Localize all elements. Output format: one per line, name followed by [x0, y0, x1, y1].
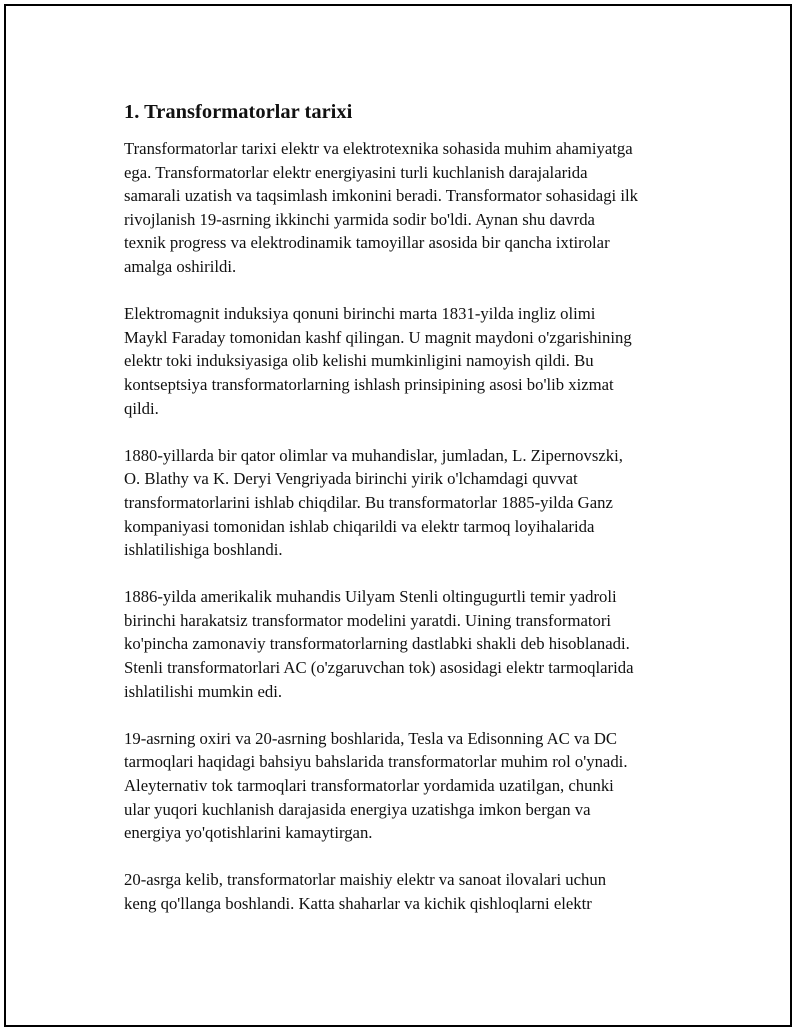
text-line: ishlatilishi mumkin edi. [124, 681, 283, 701]
text-line: qildi. [124, 398, 159, 418]
paragraph [124, 585, 704, 703]
text-line: ular yuqori kuchlanish darajasida energiya uzatishga imkon bergan va [124, 799, 591, 819]
text-line: 1880-yillarda bir qator olimlar va muhandislar, jumladan, L. Zipernovszki, [124, 445, 623, 465]
document-body [124, 99, 704, 939]
text-line: rivojlanish 19-asrning ikkinchi yarmida sodir bo'ldi. Aynan shu davrda [124, 209, 595, 229]
text-line: amalga oshirildi. [124, 256, 237, 276]
paragraph [124, 727, 704, 845]
text-line: 20-asrga kelib, transformatorlar maishiy elektr va sanoat ilovalari uchun [124, 870, 607, 890]
text-line: samarali uzatish va taqsimlash imkonini beradi. Transformator sohasidagi ilk [124, 186, 638, 206]
text-line: Stenli transformatorlari AC (o'zgaruvchan tok) asosidagi elektr tarmoqlarida [124, 658, 634, 678]
text-line: Aleyternativ tok tarmoqlari transformatorlar yordamida uzatilgan, chunki [124, 776, 614, 796]
text-line: Maykl Faraday tomonidan kashf qilingan. U magnit maydoni o'zgarishining [124, 327, 632, 347]
paragraph [124, 444, 704, 562]
paragraph [124, 137, 704, 279]
text-line: O. Blathy va K. Deryi Vengriyada birinchi yirik o'lchamdagi quvvat [124, 469, 578, 489]
text-line: Elektromagnit induksiya qonuni birinchi marta 1831-yilda ingliz olimi [124, 304, 596, 324]
text-line: kontseptsiya transformatorlarning ishlash prinsipining asosi bo'lib xizmat [124, 374, 614, 394]
text-line: tarmoqlari haqidagi bahsiyu bahslarida transformatorlar muhim rol o'ynadi. [124, 752, 628, 772]
text-line: keng qo'llanga boshlandi. Katta shaharlar va kichik qishloqlarni elektr [124, 894, 592, 913]
text-line: ega. Transformatorlar elektr energiyasini turli kuchlanish darajalarida [124, 162, 588, 182]
text-line: kompaniyasi tomonidan ishlab chiqarildi va elektr tarmoq loyihalarida [124, 516, 595, 536]
text-line: birinchi harakatsiz transformator modelini yaratdi. Uining transformatori [124, 610, 612, 630]
text-line: elektr toki induksiyasiga olib kelishi mumkinligini namoyish qildi. Bu [124, 351, 594, 371]
section-heading: 1. Transformatorlar tarixi [124, 101, 353, 123]
text-line: 19-asrning oxiri va 20-asrning boshlarida, Tesla va Edisonning AC va DC [124, 728, 618, 748]
text-line: ishlatilishiga boshlandi. [124, 540, 283, 560]
text-line: texnik progress va elektrodinamik tamoyillar asosida bir qancha ixtirolar [124, 233, 610, 253]
text-line: ko'pincha zamonaviy transformatorlarning dastlabki shakli deb hisoblanadi. [124, 634, 630, 654]
text-line: energiya yo'qotishlarini kamaytirgan. [124, 823, 373, 843]
document-page [4, 4, 792, 1027]
paragraph [124, 868, 704, 915]
text-line: transformatorlarini ishlab chiqdilar. Bu transformatorlar 1885-yilda Ganz [124, 492, 613, 512]
paragraph [124, 302, 704, 420]
text-line: Transformatorlar tarixi elektr va elektrotexnika sohasida muhim ahamiyatga [124, 139, 633, 158]
text-line: 1886-yilda amerikalik muhandis Uilyam Stenli oltingugurtli temir yadroli [124, 587, 617, 607]
